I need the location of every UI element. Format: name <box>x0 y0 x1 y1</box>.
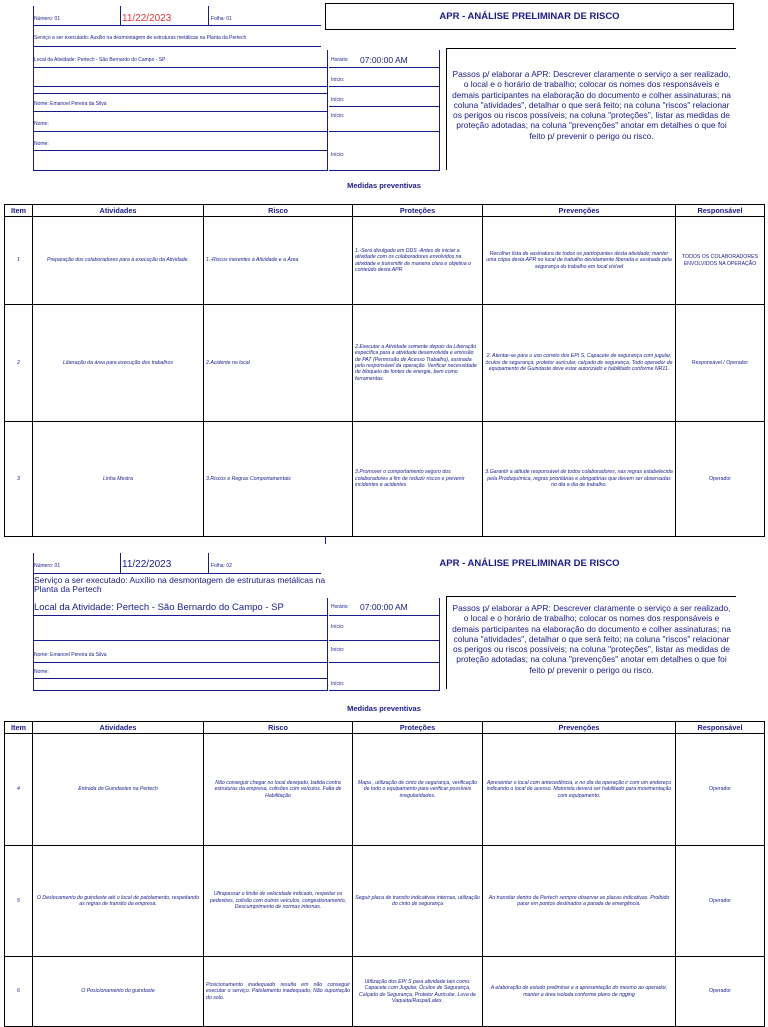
horario-value: 07:00:00 AM <box>360 55 408 65</box>
atividade-cell: Liberação da área para execução dos trabalhos <box>33 305 204 422</box>
servico-field: Serviço a ser executado: Auxílio na desmontagem de estruturas metálicas na Planta da Pertech <box>34 575 326 594</box>
inicio-label-1: Início: <box>331 77 345 83</box>
horario-label: Horário: <box>331 57 349 63</box>
prevencoes-cell: Recolher lista de assinatura de todos os participantes desta atividade; manter uma cópia desta APR no local de trabalho devidamente liberada e assinada pela segurança do trabalho em local visível <box>483 217 676 305</box>
risco-cell: 2.Acidente no local <box>204 305 353 422</box>
table-row <box>5 734 765 846</box>
col-prevencoes: Prevenções <box>483 722 676 734</box>
protecoes-cell: Seguir placa de transito indicativas internas, utilização do cinto de segurança <box>353 846 483 957</box>
table-row <box>5 422 765 537</box>
responsavel-cell: Operador <box>676 846 765 957</box>
protecoes-cell: 1.-Será divulgado em DDS -Antes de iniciar a atividade com os colaboradores envolvidos na atividade e transmitir de maneira clara e objetiva o conteúdo desta APR <box>353 217 483 305</box>
responsavel-cell: Responsável / Operador <box>676 305 765 422</box>
atividade-cell: Linha Mestra <box>33 422 204 537</box>
table-row <box>5 217 765 305</box>
col-protecoes: Proteções <box>353 722 483 734</box>
item-number: 3 <box>5 422 33 537</box>
col-responsavel: Responsável <box>676 722 765 734</box>
prevencoes-cell: Apresentar o local com antecedência, e no dia da operação ir com um endereço indicando o local de acesso. Motorista deverá ser habilitado para movimentação com equipamento. <box>483 734 676 846</box>
local-field: Local da Atividade: Pertech - São Bernardo do Campo - SP <box>34 57 166 63</box>
table-row <box>5 305 765 422</box>
responsavel-cell: Operador <box>676 734 765 846</box>
col-prevencoes: Prevenções <box>483 205 676 217</box>
servico-field: Serviço a ser executado: Auxílio na desmontagem de estruturas metálicas na Planta da Pertech <box>34 35 247 41</box>
risco-cell: 1.-Riscos inerentes à Atividade e a Área <box>204 217 353 305</box>
document-title: APR - ANÁLISE PRELIMINAR DE RISCO <box>325 551 734 577</box>
item-number: 5 <box>5 846 33 957</box>
nome-field-1: Nome: Emanoel Pereira da Silva <box>34 101 107 107</box>
local-field: Local da Atividade: Pertech - São Bernardo do Campo - SP <box>34 602 284 613</box>
risco-cell: Posicionamento inadequado resulta em não conseguir executar o serviço. Patolamento inadequado, Não suportação do solo. <box>204 957 353 1027</box>
item-number: 4 <box>5 734 33 846</box>
inicio-label-3: Início: <box>331 113 345 119</box>
date-field: 11/22/2023 <box>122 13 172 24</box>
col-protecoes: Proteções <box>353 205 483 217</box>
responsavel-cell: Operador <box>676 957 765 1027</box>
col-atividades: Atividades <box>33 205 204 217</box>
section-title: Medidas preventivas <box>347 181 421 190</box>
col-item: Item <box>5 722 33 734</box>
col-atividades: Atividades <box>33 722 204 734</box>
nome-field-3: Nome: <box>34 141 49 147</box>
responsavel-cell: TODOS OS COLABORADORES ENVOLVIDOS NA OPERAÇÃO <box>676 217 765 305</box>
folha-field: Folha: 01 <box>211 16 232 22</box>
nome-field-2: Nome: <box>34 121 49 127</box>
col-responsavel: Responsável <box>676 205 765 217</box>
date-field: 11/22/2023 <box>122 559 172 570</box>
table-row <box>5 846 765 957</box>
prevencoes-cell: Ao transitar dentro da Pertech sempre observar as placas indicativas. Proibido parar em pontos destinados a parada de emergência. <box>483 846 676 957</box>
inicio-label-3: Início: <box>331 681 345 687</box>
prevencoes-cell: A elaboração de estudo preliminar e a apresentação do mesmo ao operador, manter a área isolada conforme plano de rigging <box>483 957 676 1027</box>
numero-field: Número: 01 <box>34 16 61 22</box>
protecoes-cell: Utilização dos EPI S para atividade tais como: Capacete com Jugular, Óculos de Segurança, Calçado de Segurança, Protetor Auricular, Luva de Vaqueta/Raspa/Latex. <box>353 957 483 1027</box>
table-row <box>5 957 765 1027</box>
atividade-cell: O Deslocamento do guindaste até o local de patolamento, respeitando as regras de transito da empresa. <box>33 846 204 957</box>
prevencoes-cell: 2. Atentar-se para o uso correto dos EPI S, Capacete de segurança com jugular, óculos de segurança, protetor auricular, calçado de segurança. Todo operador de equipamento de Guindaste deve estar autorizado e habilitado conforme NR11. <box>483 305 676 422</box>
risco-cell: Não conseguir chegar no local desejado, batida contra estruturas da empresa, colisões com veículos. Falta de Habilitação <box>204 734 353 846</box>
col-risco: Risco <box>204 205 353 217</box>
protecoes-cell: Mapa , utilização de cinto de segurança, verificação de todo o equipamento para verificar possíveis irregularidades. <box>353 734 483 846</box>
horario-label: Horário: <box>331 604 349 610</box>
inicio-label-1: Início: <box>331 624 345 630</box>
inicio-label-2: Início: <box>331 647 345 653</box>
nome-field-2: Nome: <box>34 669 49 675</box>
protecoes-cell: 2.Executar a Atividade somente depois da Liberação específica para a atividade desenvolvida e emissão de PAT (Permissão de Acesso Trabalho), assinada pelo responsável da operação. Verificar necessidade de bloqueio de fontes de energia, bem como ferramentas. <box>353 305 483 422</box>
section-title: Medidas preventivas <box>347 704 421 713</box>
item-number: 6 <box>5 957 33 1027</box>
atividade-cell: Preparação dos colaboradores para à execução da Atividade. <box>33 217 204 305</box>
table-header-row <box>5 205 765 217</box>
protecoes-cell: 3.Promover o comportamento seguro dos colaboradores a fim de reduzir riscos e prevenir incidentes e acidentes <box>353 422 483 537</box>
responsavel-cell: Operador <box>676 422 765 537</box>
atividade-cell: Entrada do Guindastes na Pertech <box>33 734 204 846</box>
table-header-row <box>5 722 765 734</box>
nome-field-1: Nome: Emanoel Pereira da Silva <box>34 652 107 658</box>
col-item: Item <box>5 205 33 217</box>
risk-table-page2 <box>4 721 765 1027</box>
instructions-box: Passos p/ elaborar a APR: Descrever claramente o serviço a ser realizado, o local e o horário de trabalho; colocar os nomes dos responsáveis e demais participantes na elaboração do documento e colher assinaturas; na coluna "atividades", detalhar o que será feito; na coluna "riscos" relacionar os perigos ou riscos possíveis; na coluna "proteções", listar as medidas de proteção adotadas; na coluna "prevenções" anotar em detalhes o que foi feito p/ prevenir o perigo ou risco. <box>446 596 736 689</box>
inicio-label-4: Início: <box>331 152 345 158</box>
item-number: 2 <box>5 305 33 422</box>
col-risco: Risco <box>204 722 353 734</box>
risco-cell: Ultrapassar o limite de velocidade indicado, respeitar os pedestres, colisão com outros veículos, congestionamento, Descumprimento de normas internas. <box>204 846 353 957</box>
risco-cell: 3.Riscos e Regras Comportamentais <box>204 422 353 537</box>
horario-value: 07:00:00 AM <box>360 602 408 612</box>
item-number: 1 <box>5 217 33 305</box>
instructions-box: Passos p/ elaborar a APR: Descrever claramente o serviço a ser realizado, o local e o horário de trabalho; colocar os nomes dos responsáveis e demais participantes na elaboração do documento e colher assinaturas; na coluna "atividades", detalhar o que será feito; na coluna "riscos" relacionar os perigos ou riscos possíveis; na coluna "proteções", listar as medidas de proteção adotadas; na coluna "prevenções" anotar em detalhes o que foi feito p/ prevenir o perigo ou risco. <box>446 48 736 170</box>
atividade-cell: O Posicionamento do guindaste <box>33 957 204 1027</box>
risk-table-page1 <box>4 204 765 537</box>
inicio-label-2: Início: <box>331 97 345 103</box>
numero-field: Número: 01 <box>34 563 61 569</box>
document-title: APR - ANÁLISE PRELIMINAR DE RISCO <box>325 3 734 30</box>
prevencoes-cell: 3.Garantir a atitude responsável de todos colaboradores, nas regras estabelecida pela Produquímica, regras prioritárias e obrigatórias que devem ser observadas no dia a dia de trabalho. <box>483 422 676 537</box>
folha-field: Folha: 02 <box>211 563 232 569</box>
